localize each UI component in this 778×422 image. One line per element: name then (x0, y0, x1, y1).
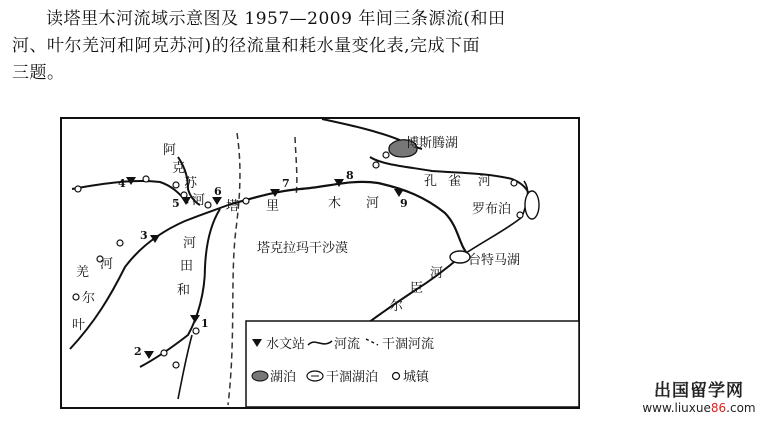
legend-dry-lake-label: 干涸湖泊 (326, 370, 379, 385)
tarim-char-1: 塔 (226, 199, 240, 214)
aksu-char-4: 河 (192, 193, 206, 208)
aksu-char-3: 苏 (184, 176, 198, 191)
town-icon (75, 186, 81, 192)
town-icon (511, 180, 517, 186)
cherchen-char-3: 臣 (410, 281, 424, 296)
station-6-label: 6 (214, 185, 222, 198)
question-intro (12, 6, 612, 87)
station-7-label: 7 (282, 177, 290, 190)
town-icon (173, 182, 179, 188)
lake-taitema (450, 251, 470, 263)
intro-line-1: 读塔里木河流域示意图及 1957—2009 年间三条源流(和田 (46, 9, 506, 29)
kongque-char-2: 雀 (448, 174, 462, 189)
town-icon (161, 350, 167, 356)
tarim-char-3: 木 (328, 196, 342, 211)
cherchen-char-2: 尔 (390, 299, 404, 314)
lake-taitema-label: 台特马湖 (468, 253, 521, 268)
town-icon (117, 240, 123, 246)
intro-line-2: 河、叶尔羌河和阿克苏河)的径流量和耗水量变化表,完成下面 (12, 36, 481, 56)
town-icon (143, 176, 149, 182)
legend-town-icon (393, 373, 400, 380)
station-3-label: 3 (140, 229, 148, 242)
town-icon (243, 198, 249, 204)
legend-lake-label: 湖泊 (270, 370, 297, 385)
watermark (624, 381, 774, 415)
hotan-char-3: 和 (177, 283, 191, 298)
town-icon (383, 152, 389, 158)
town-icon (517, 212, 523, 218)
station-9-label: 9 (400, 197, 408, 210)
lake-lop-label: 罗布泊 (472, 202, 512, 217)
kongque-char-3: 河 (478, 174, 492, 189)
watermark-title: 出国留学网 (654, 381, 744, 401)
legend-dry-river-label: 干涸河流 (382, 337, 435, 352)
yarkand-char-3: 羌 (76, 265, 90, 280)
yarkand-char-4: 河 (100, 257, 114, 272)
station-4-label: 4 (118, 177, 126, 190)
map-legend (246, 321, 579, 407)
aksu-char-2: 克 (172, 161, 186, 176)
town-icon (193, 328, 199, 334)
station-5-label: 5 (172, 197, 180, 210)
legend-town-label: 城镇 (403, 370, 430, 385)
watermark-url: www.liuxue86.com (642, 401, 756, 415)
aksu-char-1: 阿 (163, 143, 177, 158)
station-1-label: 1 (201, 317, 209, 330)
intro-line-3: 三题。 (12, 63, 65, 83)
yarkand-char-2: 尔 (82, 291, 96, 306)
tarim-char-2: 里 (266, 199, 280, 214)
tarim-basin-map (60, 117, 580, 409)
legend-station-label: 水文站 (266, 337, 306, 352)
town-icon (173, 362, 179, 368)
hotan-char-1: 河 (183, 236, 197, 251)
desert-label: 塔克拉玛干沙漠 (257, 241, 349, 256)
legend-river-label: 河流 (334, 337, 361, 352)
legend-box (246, 321, 579, 407)
station-2-label: 2 (134, 345, 142, 358)
station-8-label: 8 (346, 169, 354, 182)
hotan-char-2: 田 (180, 259, 194, 274)
kongque-char-1: 孔 (424, 174, 438, 189)
town-icon (73, 294, 79, 300)
yarkand-char-1: 叶 (72, 318, 86, 333)
lake-lop (525, 191, 539, 219)
lake-bosten-label: 博斯腾湖 (406, 136, 459, 151)
cherchen-char-4: 河 (430, 266, 444, 281)
town-icon (205, 202, 211, 208)
tarim-char-4: 河 (366, 196, 380, 211)
town-icon (373, 162, 379, 168)
legend-lake-icon (252, 371, 268, 381)
